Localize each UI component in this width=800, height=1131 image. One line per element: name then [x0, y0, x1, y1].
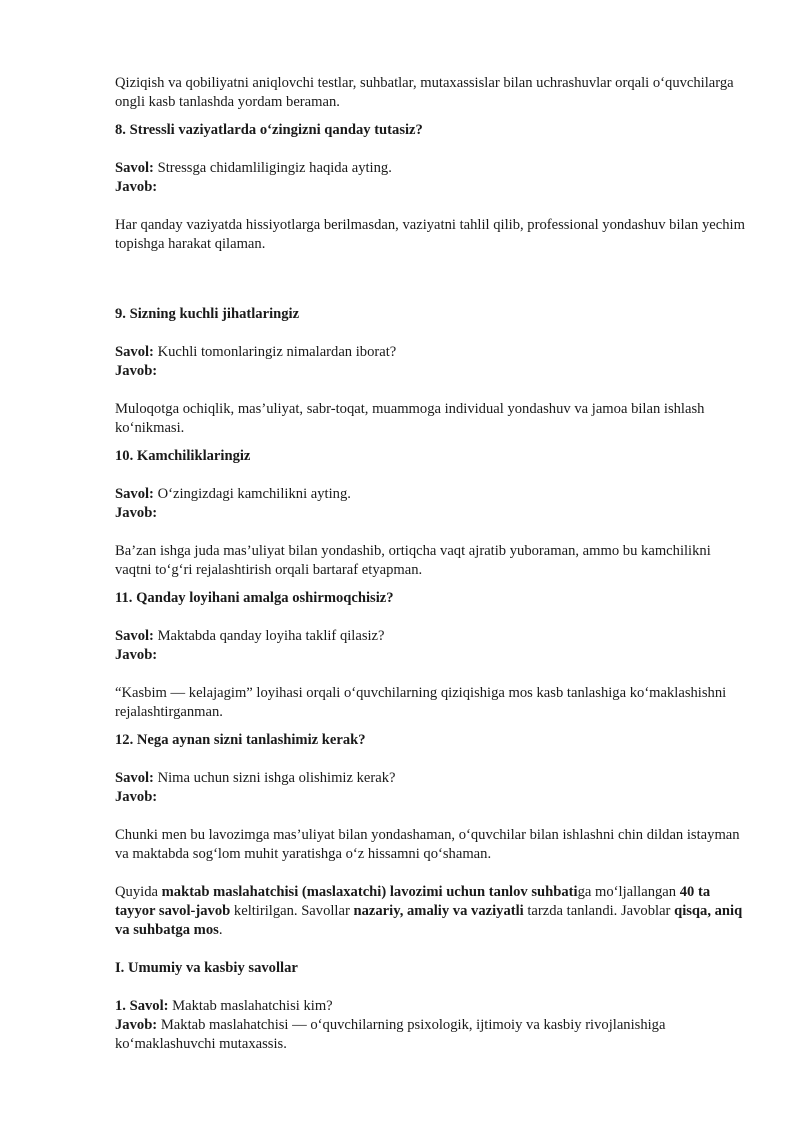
q1-javob [115, 1016, 745, 1054]
q9-heading: 9. Sizning kuchli jihatlaringiz [115, 306, 300, 322]
savol-text: Kuchli tomonlaringiz nimalardan iborat? [157, 344, 397, 360]
q8-answer: Har qanday vaziyatda hissiyotlarga berilmasdan, vaziyatni tahlil qilib, professional yondashuv bilan yechim topishga harakat qilaman. [115, 217, 745, 252]
javob-label: Javob: [115, 1017, 158, 1033]
q11-answer: “Kasbim — kelajagim” loyihasi orqali o‘quvchilarning qiziqishiga mos kasb tanlashiga ko‘maklashishni rejalashtirganman. [115, 685, 727, 720]
q12-javob-label: Javob: [115, 789, 158, 805]
q9-savol [115, 343, 745, 362]
q1-savol [115, 997, 745, 1016]
q12-savol [115, 769, 745, 788]
savol-label: Savol: [115, 344, 154, 360]
savol-label: Savol: [115, 770, 154, 786]
answer-text: Maktab maslahatchisi — o‘quvchilarning psixologik, ijtimoiy va kasbiy rivojlanishiga ko‘maklashuvchi mutaxassis. [115, 1017, 666, 1052]
savol-label: Savol: [115, 628, 154, 644]
q8-javob-label: Javob: [115, 179, 158, 195]
intro-answer-paragraph: Qiziqish va qobiliyatni aniqlovchi testlar, suhbatlar, mutaxassislar bilan uchrashuvlar orqali o‘quvchilarga ongli kasb tanlashda yordam beraman. [115, 75, 734, 110]
savol-text: Maktabda qanday loyiha taklif qilasiz? [157, 628, 385, 644]
q8-heading: 8. Stressli vaziyatlarda o‘zingizni qanday tutasiz? [115, 122, 423, 138]
section-heading: I. Umumiy va kasbiy savollar [115, 960, 298, 976]
q12-heading: 12. Nega aynan sizni tanlashimiz kerak? [115, 732, 366, 748]
q10-answer: Ba’zan ishga juda mas’uliyat bilan yondashib, ortiqcha vaqt ajratib yuboraman, ammo bu kamchilikni vaqtni to‘g‘ri rejalashtirish orqali bartaraf etyapman. [115, 543, 711, 578]
savol-label: Savol: [115, 160, 154, 176]
q10-javob-label: Javob: [115, 505, 158, 521]
q11-javob-label: Javob: [115, 647, 158, 663]
savol-text: Maktab maslahatchisi kim? [172, 998, 333, 1014]
q12-answer: Chunki men bu lavozimga mas’uliyat bilan yondashaman, o‘quvchilar bilan ishlashni chin dildan istayman va maktabda sog‘lom muhit yaratishga o‘z hissamni qo‘shaman. [115, 827, 740, 862]
document-page [115, 74, 745, 1054]
q9-javob-label: Javob: [115, 363, 158, 379]
savol-label: Savol: [115, 486, 154, 502]
q10-savol [115, 485, 745, 504]
savol-text: Nima uchun sizni ishga olishimiz kerak? [157, 770, 396, 786]
q11-heading: 11. Qanday loyihani amalga oshirmoqchisiz? [115, 590, 394, 606]
savol-text: O‘zingizdagi kamchilikni ayting. [157, 486, 351, 502]
savol-text: Stressga chidamliligingiz haqida ayting. [157, 160, 392, 176]
q9-answer: Muloqotga ochiqlik, mas’uliyat, sabr-toqat, muammoga individual yondashuv va jamoa bilan ishlash ko‘nikmasi. [115, 401, 705, 436]
q11-savol [115, 627, 745, 646]
q10-heading: 10. Kamchiliklaringiz [115, 448, 251, 464]
savol-label: 1. Savol: [115, 998, 169, 1014]
q8-savol [115, 159, 745, 178]
summary-paragraph: Quyida maktab maslahatchisi (maslaxatchi) lavozimi uchun tanlov suhbatiga mo‘ljallangan 40 ta tayyor savol-javob keltirilgan. Savollar nazariy, amaliy va vaziyatli tarzda tanlandi. Javoblar qisqa, aniq va suhbatga mos. [115, 884, 743, 938]
